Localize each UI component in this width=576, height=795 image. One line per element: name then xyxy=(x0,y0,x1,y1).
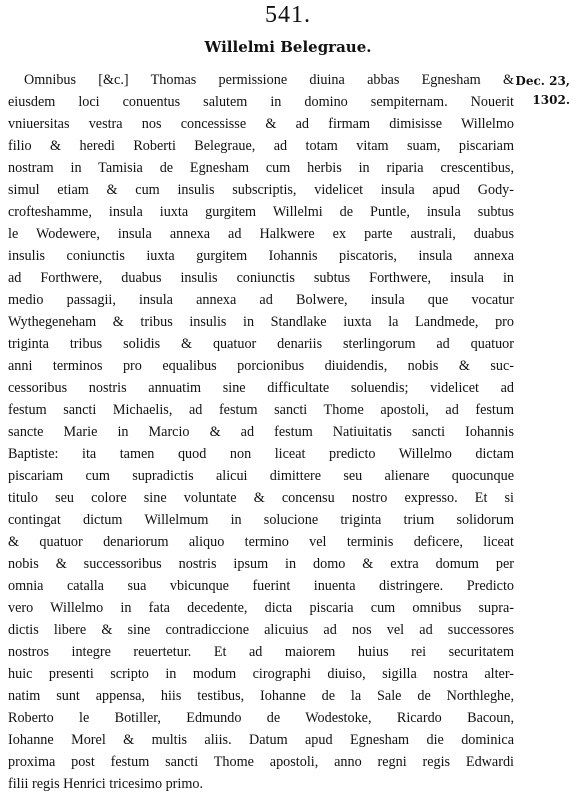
text-line: triginta tribus solidis & quatuor denariis sterlingorum ad quatuor xyxy=(8,336,514,352)
text-line: cessoribus nostris annuatim sine difficultate soluendis; videlicet ad xyxy=(8,380,514,396)
text-line: nostram in Tamisia de Egnesham cum herbis in riparia crescentibus, xyxy=(8,160,514,176)
text-line: Baptiste: ita tamen quod non liceat predicto Willelmo dictam xyxy=(8,446,514,462)
text-line: nobis & successoribus nostris ipsum in domo & extra domum per xyxy=(8,556,514,572)
text-line: insulis coniunctis iuxta gurgitem Iohannis piscatoris, insula annexa xyxy=(8,248,514,264)
text-line: Wythegeneham & tribus insulis in Standlake iuxta la Landmede, pro xyxy=(8,314,514,330)
charter-text xyxy=(8,69,514,795)
margin-date-year: 1302. xyxy=(532,93,570,107)
text-line: ad Forthwere, duabus insulis coniunctis subtus Forthwere, insula in xyxy=(8,270,514,286)
text-line: filio & heredi Roberti Belegraue, ad totam vitam suam, piscariam xyxy=(8,138,514,154)
text-line: titulo seu colore sine voluntate & concensu nostro expresso. Et si xyxy=(8,490,514,506)
text-line: simul etiam & cum insulis subscriptis, videlicet insula apud Gody- xyxy=(8,182,514,198)
document-title: Willelmi Belegraue. xyxy=(204,38,372,56)
text-line: Omnibus [&c.] Thomas permissione diuina abbas Egnesham & xyxy=(24,72,514,88)
text-line: vero Willelmo in fata decedente, dicta piscaria cum omnibus supra- xyxy=(8,600,514,616)
text-line: vniuersitas vestra nos concessisse & ad firmam dimisisse Willelmo xyxy=(8,116,514,132)
text-line: Iohanne Morel & multis aliis. Datum apud Egnesham die dominica xyxy=(8,732,514,748)
text-line: natim sunt appensa, hiis testibus, Iohanne de la Sale de Northleghe, xyxy=(8,688,514,704)
text-line: & quatuor denariorum aliquo termino vel terminis deficere, liceat xyxy=(8,534,514,550)
text-line: omnia catalla sua vbicunque fuerint inuenta distringere. Predicto xyxy=(8,578,514,594)
margin-date-day: Dec. 23, xyxy=(515,74,570,88)
text-line: piscariam cum supradictis alicui dimittere seu alienare quocunque xyxy=(8,468,514,484)
text-line: festum sancti Michaelis, ad festum sancti Thome apostoli, ad festum xyxy=(8,402,514,418)
text-line: filii regis Henrici tricesimo primo. xyxy=(8,776,204,792)
margin-date xyxy=(514,72,570,110)
text-line: le Wodewere, insula annexa ad Halkwere ex parte australi, duabus xyxy=(8,226,514,242)
document-number: 541. xyxy=(265,2,311,28)
text-line: contingat dictum Willelmum in solucione triginta trium solidorum xyxy=(8,512,514,528)
text-line: Roberto le Botiller, Edmundo de Wodestoke, Ricardo Bacoun, xyxy=(8,710,514,726)
text-line: crofteshamme, insula iuxta gurgitem Willelmi de Puntle, insula subtus xyxy=(8,204,514,220)
text-line: dictis libere & sine contradiccione alicuius ad nos vel ad successores xyxy=(8,622,514,638)
text-line: proxima post festum sancti Thome apostoli, anno regni regis Edwardi xyxy=(8,754,514,770)
text-line: sancte Marie in Marcio & ad festum Natiuitatis sancti Iohannis xyxy=(8,424,514,440)
text-line: anni terminos pro equalibus porcionibus diuidendis, nobis & suc- xyxy=(8,358,514,374)
text-line: medio passagii, insula annexa ad Bolwere, insula que vocatur xyxy=(8,292,514,308)
text-line: eiusdem loci conuentus salutem in domino sempiternam. Nouerit xyxy=(8,94,514,110)
text-line: nostros integre reuertetur. Et ad maiorem huius rei securitatem xyxy=(8,644,514,660)
text-line: huic presenti scripto in modum cirographi diuiso, sigilla nostra alter- xyxy=(8,666,514,682)
